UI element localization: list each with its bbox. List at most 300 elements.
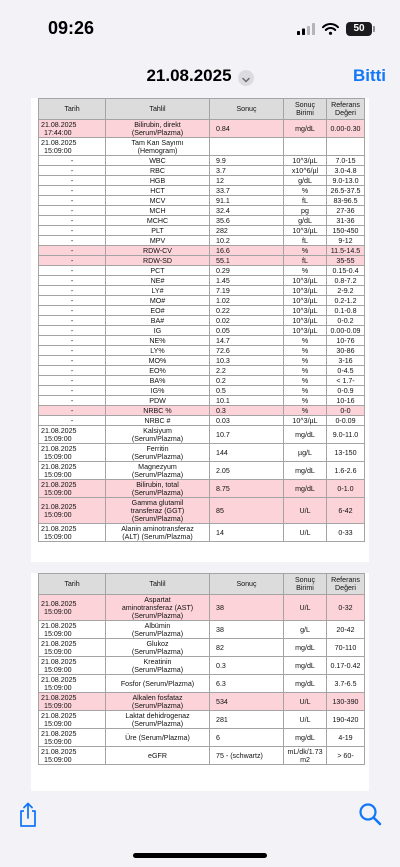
date-value: 21.08.2025	[41, 480, 77, 489]
cell-reference: 7.0-15	[327, 156, 365, 166]
cell-date	[39, 346, 106, 356]
unit-line: g/L	[300, 625, 310, 634]
date-value: 21.08.2025	[41, 675, 77, 684]
header-unit-line2: Birimi	[296, 584, 314, 592]
test-name-line: RBC	[150, 166, 165, 175]
cell-reference: 83-96.5	[327, 196, 365, 206]
cell-date	[39, 120, 106, 138]
date-placeholder: -	[70, 276, 74, 285]
cell-test-name	[106, 386, 210, 396]
cell-date	[39, 326, 106, 336]
test-name-line: transferaz (GGT)	[130, 506, 185, 515]
cell-date	[39, 306, 106, 316]
cell-reference: 9.0-13.0	[327, 176, 365, 186]
cell-test-name	[106, 166, 210, 176]
cell-unit	[284, 336, 327, 346]
cell-unit	[284, 675, 327, 693]
time-value: 15:09:00	[44, 434, 72, 443]
table-row	[39, 206, 365, 216]
date-value: 21.08.2025	[41, 138, 77, 147]
cell-reference: 190-420	[327, 711, 365, 729]
cell-date	[39, 316, 106, 326]
date-placeholder: -	[70, 316, 74, 325]
cell-result: 282	[210, 226, 284, 236]
cell-test-name	[106, 675, 210, 693]
cell-date	[39, 356, 106, 366]
cell-result: 35.6	[210, 216, 284, 226]
table-row	[39, 729, 365, 747]
test-name-line: HGB	[149, 176, 166, 185]
cell-unit	[284, 498, 327, 524]
lab-results-table-2	[38, 573, 365, 765]
cell-date	[39, 216, 106, 226]
cell-test-name	[106, 498, 210, 524]
cell-unit	[284, 346, 327, 356]
test-name-line: PCT	[150, 266, 165, 275]
test-name-line: LY%	[150, 346, 165, 355]
test-name-line: Kalsiyum	[143, 426, 172, 435]
cell-date	[39, 711, 106, 729]
cell-reference: 0.8-7.2	[327, 276, 365, 286]
date-value: 21.08.2025	[41, 426, 77, 435]
test-name-line: RDW-SD	[142, 256, 173, 265]
time-value: 15:09:00	[44, 607, 72, 616]
cell-reference: 0.17-0.42	[327, 657, 365, 675]
wifi-icon	[322, 23, 339, 35]
header-date: Tarih	[39, 99, 106, 120]
table-row	[39, 366, 365, 376]
cell-date	[39, 166, 106, 176]
unit-line: 10^3/µL	[292, 306, 318, 315]
unit-line: 10^3/µL	[292, 276, 318, 285]
done-button[interactable]: Bitti	[352, 66, 386, 85]
date-placeholder: -	[70, 376, 74, 385]
status-time: 09:26	[48, 18, 95, 38]
date-placeholder: -	[70, 176, 74, 185]
header-test: Tahlil	[106, 574, 210, 595]
unit-line: 10^3/µL	[292, 326, 318, 335]
unit-line: U/L	[299, 715, 311, 724]
cell-reference: 27-36	[327, 206, 365, 216]
test-name-line: aminotransferaz (AST)	[121, 603, 194, 612]
header-result: Sonuç	[210, 99, 284, 120]
cell-reference: 0.00-0.30	[327, 120, 365, 138]
cell-test-name	[106, 444, 210, 462]
date-placeholder: -	[70, 386, 74, 395]
time-value: 17:44:00	[44, 128, 72, 137]
cell-test-name	[106, 524, 210, 542]
cell-test-name	[106, 462, 210, 480]
unit-line: mg/dL	[295, 733, 315, 742]
cell-test-name	[106, 276, 210, 286]
cell-result: 0.05	[210, 326, 284, 336]
unit-line: g/dL	[298, 176, 312, 185]
test-name-line: (Serum/Plazma)	[131, 647, 184, 656]
cell-result: 1.02	[210, 296, 284, 306]
status-icons	[297, 22, 372, 36]
test-name-line: NE#	[150, 276, 165, 285]
cell-test-name	[106, 657, 210, 675]
test-name-line: eGFR	[148, 751, 167, 760]
cellular-signal-icon	[297, 23, 315, 35]
cell-test-name	[106, 196, 210, 206]
date-placeholder: -	[70, 336, 74, 345]
date-placeholder: -	[70, 356, 74, 365]
cell-date	[39, 416, 106, 426]
cell-unit	[284, 166, 327, 176]
cell-test-name	[106, 186, 210, 196]
unit-line: mL/dk/1.73	[287, 747, 323, 756]
cell-reference: 31-36	[327, 216, 365, 226]
date-placeholder: -	[70, 296, 74, 305]
cell-date	[39, 426, 106, 444]
time-value: 15:09:00	[44, 470, 72, 479]
cell-result: 534	[210, 693, 284, 711]
test-name-line: MO%	[148, 356, 167, 365]
cell-unit	[284, 326, 327, 336]
header-reference-line2: Değeri	[335, 584, 356, 592]
cell-result: 8.75	[210, 480, 284, 498]
cell-result: 281	[210, 711, 284, 729]
test-name-line: IG%	[150, 386, 165, 395]
cell-test-name	[106, 356, 210, 366]
cell-result	[210, 138, 284, 156]
cell-unit	[284, 186, 327, 196]
cell-date	[39, 498, 106, 524]
cell-reference: 9-12	[327, 236, 365, 246]
cell-reference: 0-1.0	[327, 480, 365, 498]
test-name-line: Bilirubin, total	[136, 480, 179, 489]
cell-date	[39, 480, 106, 498]
cell-result: 0.02	[210, 316, 284, 326]
cell-reference: 20-42	[327, 621, 365, 639]
cell-result: 10.7	[210, 426, 284, 444]
cell-date	[39, 657, 106, 675]
test-name-line: Bilirubin, direkt	[134, 120, 181, 129]
cell-result: 1.45	[210, 276, 284, 286]
table-row	[39, 186, 365, 196]
table-row	[39, 276, 365, 286]
cell-reference: 0-0.09	[327, 416, 365, 426]
cell-unit	[284, 406, 327, 416]
cell-test-name	[106, 406, 210, 416]
cell-result: 10.2	[210, 236, 284, 246]
table-row	[39, 226, 365, 236]
battery-icon	[346, 22, 372, 36]
date-value: 21.08.2025	[41, 747, 77, 756]
cell-unit	[284, 120, 327, 138]
table-row	[39, 693, 365, 711]
cell-unit	[284, 462, 327, 480]
date-placeholder: -	[70, 256, 74, 265]
cell-reference: 150-450	[327, 226, 365, 236]
nav-bar	[0, 62, 400, 92]
cell-result: 12	[210, 176, 284, 186]
test-name-line: MO#	[149, 296, 166, 305]
unit-line: 10^3/µL	[292, 316, 318, 325]
test-name-line: (Serum/Plazma)	[131, 514, 184, 523]
header-date: Tarih	[39, 574, 106, 595]
chevron-down-icon[interactable]	[238, 70, 254, 86]
table-row	[39, 296, 365, 306]
unit-line: fL	[302, 236, 308, 245]
cell-reference: 10-76	[327, 336, 365, 346]
cell-result: 75 - (schwartz)	[210, 747, 284, 765]
cell-test-name	[106, 326, 210, 336]
share-icon[interactable]	[16, 802, 40, 828]
cell-reference: 13-150	[327, 444, 365, 462]
cell-reference: 0-0.2	[327, 316, 365, 326]
home-indicator	[133, 853, 267, 858]
test-name-line: Fosfor (Serum/Plazma)	[120, 679, 195, 688]
date-placeholder: -	[70, 286, 74, 295]
header-reference	[327, 574, 365, 595]
header-reference-line1: Referans	[331, 101, 360, 109]
cell-date	[39, 595, 106, 621]
table-row	[39, 138, 365, 156]
test-name-line: Albümin	[144, 621, 171, 630]
test-name-line: BA%	[149, 376, 166, 385]
unit-line: mg/dL	[295, 124, 315, 133]
cell-date	[39, 406, 106, 416]
cell-result: 7.19	[210, 286, 284, 296]
table-row	[39, 639, 365, 657]
date-placeholder: -	[70, 216, 74, 225]
unit-line: 10^3/µL	[292, 416, 318, 425]
test-name-line: RDW-CV	[142, 246, 173, 255]
date-placeholder: -	[70, 346, 74, 355]
time-value: 15:09:00	[44, 452, 72, 461]
cell-test-name	[106, 480, 210, 498]
time-value: 15:09:00	[44, 629, 72, 638]
cell-result: 0.84	[210, 120, 284, 138]
cell-date	[39, 236, 106, 246]
cell-test-name	[106, 296, 210, 306]
cell-unit	[284, 226, 327, 236]
cell-unit	[284, 266, 327, 276]
cell-date	[39, 729, 106, 747]
table-row	[39, 216, 365, 226]
time-value: 15:09:00	[44, 755, 72, 764]
test-name-line: (Serum/Plazma)	[131, 701, 184, 710]
table-row	[39, 480, 365, 498]
cell-reference: 26.5-37.5	[327, 186, 365, 196]
cell-date	[39, 396, 106, 406]
unit-line: U/L	[299, 528, 311, 537]
cell-unit	[284, 386, 327, 396]
unit-line: %	[301, 186, 309, 195]
cell-date	[39, 246, 106, 256]
cell-reference: 6-42	[327, 498, 365, 524]
cell-date	[39, 226, 106, 236]
cell-result: 82	[210, 639, 284, 657]
test-name-line: PLT	[151, 226, 164, 235]
table-row	[39, 524, 365, 542]
unit-line: mg/dL	[295, 430, 315, 439]
cell-unit	[284, 693, 327, 711]
cell-test-name	[106, 396, 210, 406]
cell-reference: 70-110	[327, 639, 365, 657]
cell-unit	[284, 621, 327, 639]
table-row	[39, 657, 365, 675]
cell-test-name	[106, 176, 210, 186]
cell-unit	[284, 276, 327, 286]
cell-reference: 0.15-0.4	[327, 266, 365, 276]
test-name-line: Magnezyum	[138, 462, 177, 471]
table-row	[39, 675, 365, 693]
test-name-line: HCT	[150, 186, 165, 195]
cell-test-name	[106, 711, 210, 729]
cell-reference: 10-16	[327, 396, 365, 406]
cell-date	[39, 156, 106, 166]
cell-date	[39, 693, 106, 711]
cell-result: 55.1	[210, 256, 284, 266]
date-value: 21.08.2025	[41, 693, 77, 702]
cell-test-name	[106, 376, 210, 386]
date-placeholder: -	[70, 366, 74, 375]
date-placeholder: -	[70, 236, 74, 245]
cell-result: 3.7	[210, 166, 284, 176]
time-value: 15:09:00	[44, 510, 72, 519]
date-value: 21.08.2025	[41, 462, 77, 471]
cell-reference: 0-0.9	[327, 386, 365, 396]
unit-line: mg/dL	[295, 643, 315, 652]
date-value: 21.08.2025	[41, 524, 77, 533]
cell-result: 33.7	[210, 186, 284, 196]
cell-test-name	[106, 266, 210, 276]
cell-result: 0.29	[210, 266, 284, 276]
table-row	[39, 286, 365, 296]
time-value: 15:09:00	[44, 665, 72, 674]
cell-test-name	[106, 595, 210, 621]
cell-unit	[284, 524, 327, 542]
nav-title[interactable]	[0, 66, 400, 86]
date-placeholder: -	[70, 406, 74, 415]
cell-reference: 2-9.2	[327, 286, 365, 296]
cell-unit	[284, 595, 327, 621]
test-name-line: NRBC #	[144, 416, 171, 425]
cell-test-name	[106, 256, 210, 266]
table-row	[39, 444, 365, 462]
test-name-line: (Hemogram)	[137, 146, 178, 155]
table-row	[39, 176, 365, 186]
table-row	[39, 156, 365, 166]
unit-line: mg/dL	[295, 484, 315, 493]
test-name-line: NRBC %	[143, 406, 172, 415]
unit-line: 10^3/µL	[292, 226, 318, 235]
time-value: 15:09:00	[44, 683, 72, 692]
date-placeholder: -	[70, 206, 74, 215]
cell-test-name	[106, 346, 210, 356]
cell-unit	[284, 444, 327, 462]
cell-result: 91.1	[210, 196, 284, 206]
table-row	[39, 406, 365, 416]
cell-reference: 0.2-1.2	[327, 296, 365, 306]
test-name-line: (Serum/Plazma)	[131, 488, 184, 497]
cell-result: 0.3	[210, 406, 284, 416]
unit-line: fL	[302, 196, 308, 205]
table-row	[39, 316, 365, 326]
unit-line: m2	[300, 755, 310, 764]
time-value: 15:09:00	[44, 737, 72, 746]
cell-reference: > 60-	[327, 747, 365, 765]
date-placeholder: -	[70, 396, 74, 405]
cell-unit	[284, 306, 327, 316]
cell-result: 9.9	[210, 156, 284, 166]
cell-result: 6.3	[210, 675, 284, 693]
cell-reference: 30-86	[327, 346, 365, 356]
cell-date	[39, 639, 106, 657]
cell-unit	[284, 256, 327, 266]
cell-unit	[284, 296, 327, 306]
test-name-line: MCH	[149, 206, 166, 215]
test-name-line: (Serum/Plazma)	[131, 470, 184, 479]
unit-line: %	[301, 366, 309, 375]
unit-line: mg/dL	[295, 466, 315, 475]
date-placeholder: -	[70, 306, 74, 315]
test-name-line: Alanin aminotransferaz	[121, 524, 194, 533]
cell-unit	[284, 396, 327, 406]
cell-unit	[284, 236, 327, 246]
table-header-row	[39, 99, 365, 120]
cell-unit	[284, 356, 327, 366]
cell-reference: 9.0-11.0	[327, 426, 365, 444]
date-placeholder: -	[70, 266, 74, 275]
header-unit-line2: Birimi	[296, 109, 314, 117]
cell-test-name	[106, 416, 210, 426]
cell-test-name	[106, 306, 210, 316]
document-page-2	[31, 573, 369, 791]
date-placeholder: -	[70, 166, 74, 175]
date-placeholder: -	[70, 196, 74, 205]
table-row	[39, 120, 365, 138]
test-name-line: LY#	[151, 286, 164, 295]
table-row	[39, 346, 365, 356]
date-placeholder: -	[70, 416, 74, 425]
cell-result: 16.6	[210, 246, 284, 256]
unit-line: g/dL	[298, 216, 312, 225]
unit-line: %	[301, 396, 309, 405]
table-row	[39, 396, 365, 406]
cell-unit	[284, 246, 327, 256]
date-placeholder: -	[70, 246, 74, 255]
test-name-line: PDW	[149, 396, 166, 405]
cell-test-name	[106, 729, 210, 747]
cell-result: 0.03	[210, 416, 284, 426]
cell-result: 38	[210, 595, 284, 621]
test-name-line: Ferritin	[146, 444, 169, 453]
table-row	[39, 256, 365, 266]
cell-date	[39, 138, 106, 156]
header-unit-line1: Sonuç	[294, 576, 316, 584]
date-value: 21.08.2025	[41, 599, 77, 608]
test-name-line: (ALT) (Serum/Plazma)	[122, 532, 193, 541]
search-icon[interactable]	[358, 802, 382, 826]
table-row	[39, 498, 365, 524]
cell-date	[39, 621, 106, 639]
table-row	[39, 462, 365, 480]
cell-unit	[284, 366, 327, 376]
lab-results-table-1	[38, 98, 365, 542]
unit-line: %	[301, 336, 309, 345]
unit-line: %	[301, 386, 309, 395]
cell-date	[39, 675, 106, 693]
date-placeholder: -	[70, 156, 74, 165]
cell-test-name	[106, 216, 210, 226]
cell-result: 0.22	[210, 306, 284, 316]
unit-line: %	[301, 356, 309, 365]
test-name-line: (Serum/Plazma)	[131, 452, 184, 461]
